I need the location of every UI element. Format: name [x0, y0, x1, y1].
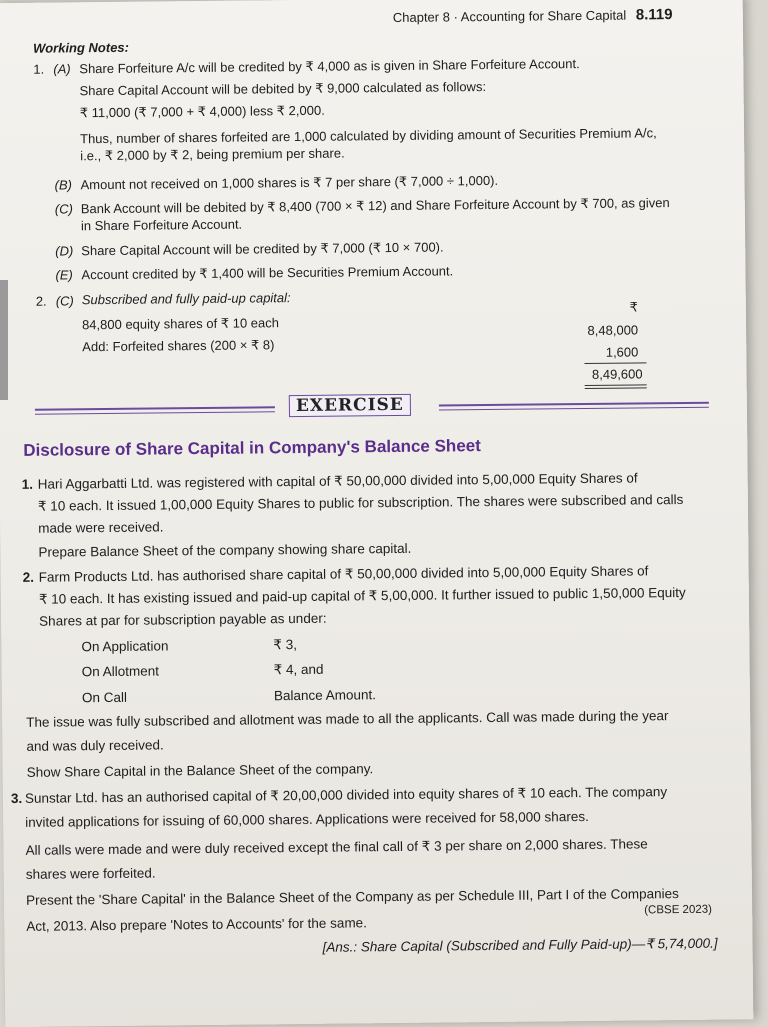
q2-row3-label: On Call [81, 689, 128, 706]
note2-heading: Subscribed and fully paid-up capital: [81, 290, 291, 308]
note2-row1-amount: 8,48,000 [587, 322, 639, 338]
note2-currency: ₹ [629, 299, 638, 315]
note2-number: 2. [35, 293, 47, 309]
page-number: 8.119 [635, 6, 673, 24]
note2-row1-label: 84,800 equity shares of ₹ 10 each [81, 315, 280, 333]
q3-line2: invited applications for issuing of 60,000 shares. Applications were received for 58,000 shares. [25, 808, 589, 830]
q2-line5: and was duly received. [26, 737, 164, 754]
section-heading: Disclosure of Share Capital in Company's Balance Sheet [23, 436, 481, 460]
q3-line5: Present the 'Share Capital' in the Balance Sheet of the Company as per Schedule III, Part I of the Companies [25, 886, 679, 908]
q2-line4: The issue was fully subscribed and allotment was made to all the applicants. Call was made during the year [26, 708, 669, 730]
q2-line2: ₹ 10 each. It has existing issued and paid-up capital of ₹ 5,00,000. It further issued to public 1,50,000 Equity [38, 584, 686, 607]
chapter-title: Chapter 8 · Accounting for Share Capital [392, 7, 627, 25]
note2-row2-amount: 1,600 [605, 344, 639, 360]
total-rule-bottom [585, 384, 647, 386]
working-notes-title: Working Notes: [33, 39, 130, 56]
q3-line1: Sunstar Ltd. has an authorised capital of ₹ 20,00,000 divided into equity shares of ₹ 10 each. The company [24, 784, 668, 806]
note1b-text: Amount not received on 1,000 shares is ₹ 7 per share (₹ 7,000 ÷ 1,000). [80, 172, 499, 193]
note1c-line2: in Share Forfeiture Account. [80, 216, 243, 234]
total-rule-top [584, 362, 646, 364]
note1e-label: (E) [55, 267, 73, 283]
note1a-line4: Thus, number of shares forfeited are 1,000 calculated by dividing amount of Securities Premium A/c, [80, 125, 657, 147]
note1c-line1: Bank Account will be debited by ₹ 8,400 (700 × ₹ 12) and Share Forfeiture Account by ₹ 700, as given [80, 195, 670, 217]
q2-line1: Farm Products Ltd. has authorised share capital of ₹ 50,00,000 divided into 5,00,000 Equity Shares of [38, 563, 649, 585]
note1b-label: (B) [54, 177, 72, 193]
note1a-line3: ₹ 11,000 (₹ 7,000 + ₹ 4,000) less ₹ 2,000. [79, 102, 325, 121]
q2-row3-value: Balance Amount. [273, 687, 377, 704]
exercise-title: EXERCISE [289, 394, 411, 417]
q1-line3: made were received. [38, 519, 164, 536]
q1-line1: Hari Aggarbatti Ltd. was registered with capital of ₹ 50,00,000 divided into 5,00,000 Equity Shares of [37, 470, 638, 492]
q3-line3: All calls were made and were duly received except the final call of ₹ 3 per share on 2,000 shares. These [25, 836, 648, 858]
note1-number: 1. [33, 61, 45, 77]
q3-cbse-tag: (CBSE 2023) [644, 903, 713, 917]
note1d-text: Share Capital Account will be credited by ₹ 7,000 (₹ 10 × 700). [81, 239, 444, 259]
exercise-deco-right [439, 402, 709, 411]
exercise-deco-left [35, 406, 275, 415]
q1-line2: ₹ 10 each. It issued 1,00,000 Equity Shares to public for subscription. The shares were subscribed and calls [37, 491, 684, 514]
q2-number: 2. [22, 569, 35, 585]
note1e-text: Account credited by ₹ 1,400 will be Securities Premium Account. [81, 263, 454, 283]
q2-line3: Shares at par for subscription payable as under: [39, 610, 327, 629]
note1d-label: (D) [55, 243, 74, 259]
q2-row1-value: ₹ 3, [273, 637, 298, 653]
q2-row1-label: On Application [81, 638, 169, 655]
note1a-line5: i.e., ₹ 2,000 by ₹ 2, being premium per share. [80, 145, 345, 164]
q3-number: 3. [10, 790, 23, 807]
q2-row2-value: ₹ 4, and [273, 661, 324, 678]
note1a-line1: Share Forfeiture A/c will be credited by ₹ 4,000 as is given in Share Forfeiture Account. [79, 56, 580, 77]
q1-line4: Prepare Balance Sheet of the company showing share capital. [38, 540, 412, 560]
note1a-line2: Share Capital Account will be debited by ₹ 9,000 calculated as follows: [79, 79, 487, 99]
total-rule-bottom-double [585, 387, 647, 389]
q1-number: 1. [21, 476, 34, 492]
q3-answer: [Ans.: Share Capital (Subscribed and Fully Paid-up)—₹ 5,74,000.] [322, 935, 718, 955]
q2-row2-label: On Allotment [81, 663, 160, 680]
q2-line6: Show Share Capital in the Balance Sheet of the company. [26, 761, 374, 780]
note2-row2-label: Add: Forfeited shares (200 × ₹ 8) [82, 337, 275, 355]
note1a-label: (A) [53, 61, 71, 77]
note1c-label: (C) [54, 201, 73, 217]
binder-shadow [0, 280, 8, 400]
q3-line4: shares were forfeited. [25, 865, 156, 882]
page-header [393, 6, 673, 26]
q3-line6: Act, 2013. Also prepare 'Notes to Accounts' for the same. [26, 915, 367, 934]
note2-total: 8,49,600 [591, 366, 643, 382]
note2c-label: (C) [55, 293, 74, 309]
